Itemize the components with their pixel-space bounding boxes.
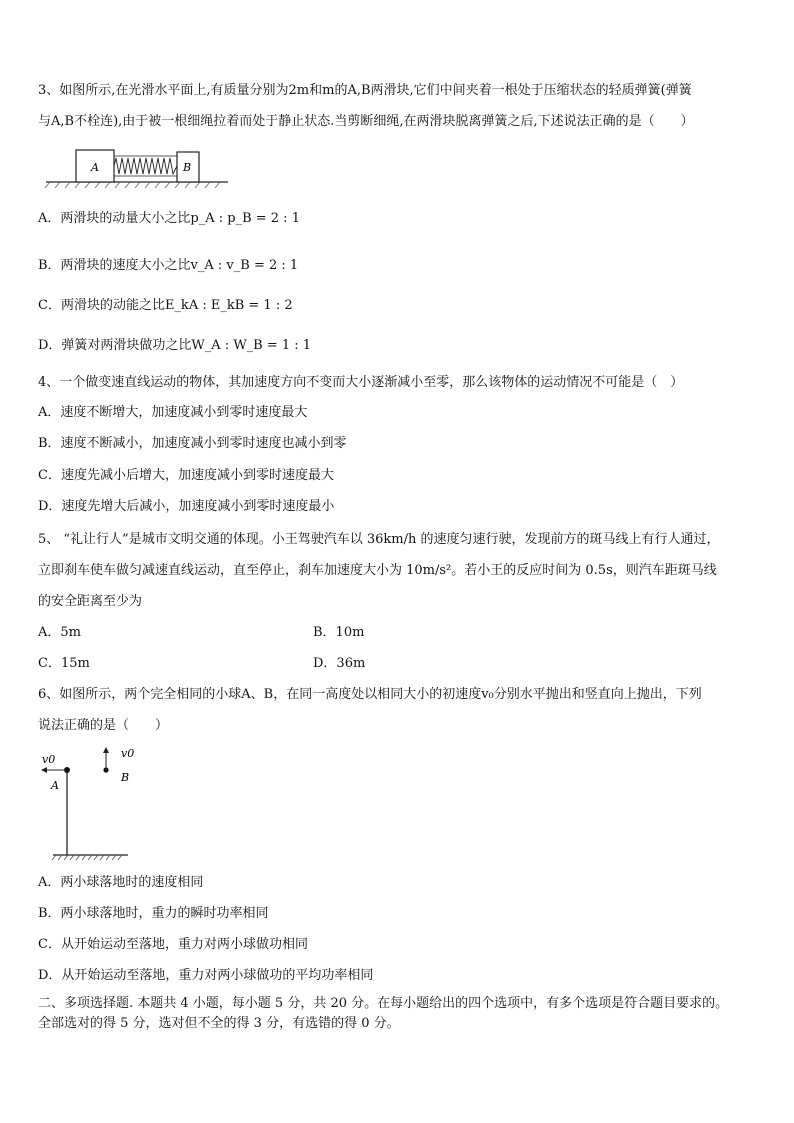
q5-option-d: D．36m [313,656,366,671]
block-a-label: A [91,161,99,174]
q3-stem-line1: 3、如图所示,在光滑水平面上,有质量分别为2m和m的A,B两滑块,它们中间夹着一根处于压缩状态的轻质弹簧(弹簧 [38,83,692,98]
spring [114,158,177,174]
q5-option-b: B．10m [313,625,365,640]
q3-option-b: B．两滑块的速度大小之比v_A : v_B = 2 : 1 [38,258,299,273]
q3-stem-line2: 与A,B不栓连),由于被一根细绳拉着而处于静止状态.当剪断细绳,在两滑块脱离弹簧之后,下述说法正确的是（ ） [38,114,694,129]
q6-stem-line2: 说法正确的是（ ） [38,718,169,733]
q4-option-d: D．速度先增大后减小，加速度减小到零时速度最小 [38,499,335,514]
ball-a-label: A [51,779,59,792]
q5-stem-line3: 的安全距离至少为 [38,594,143,609]
q5-option-a: A．5m [38,625,81,640]
q5-stem-line2: 立即刹车使车做匀减速直线运动，直至停止，刹车加速度大小为 10m/s²。若小王的反应时间为 0.5s，则汽车距斑马线 [38,563,717,578]
q3-option-a: A．两滑块的动量大小之比p_A : p_B = 2 : 1 [38,211,300,226]
q6-option-b: B．两小球落地时，重力的瞬时功率相同 [38,906,269,921]
q3-option-c: C．两滑块的动能之比E_kA : E_kB = 1 : 2 [38,298,293,313]
section2-instructions-line1: 二、多项选择题. 本题共 4 小题，每小题 5 分，共 20 分。在每小题给出的四个选项中，有多个选项是符合题目要求的。 [38,996,729,1011]
q3-figure-spring-blocks [42,140,232,190]
q4-option-a: A．速度不断增大，加速度减小到零时速度最大 [38,405,308,420]
v0-left-label: v0 [42,753,56,766]
q4-stem: 4、一个做变速直线运动的物体，其加速度方向不变而大小逐渐减小至零，那么该物体的运动情况不可能是（ ） [38,375,684,390]
block-b-label: B [183,161,192,174]
q6-stem-line1: 6、如图所示，两个完全相同的小球A、B，在同一高度处以相同大小的初速度v₀分别水平抛出和竖直向上抛出，下列 [38,687,702,702]
q5-option-c: C．15m [38,656,90,671]
q3-option-d: D．弹簧对两滑块做功之比W_A : W_B = 1 : 1 [38,338,312,353]
q6-option-a: A．两小球落地时的速度相同 [38,875,204,890]
q4-option-c: C．速度先减小后增大，加速度减小到零时速度最大 [38,468,334,483]
q4-option-b: B．速度不断减小，加速度减小到零时速度也减小到零 [38,436,347,451]
section2-instructions-line2: 全部选对的得 5 分，选对但不全的得 3 分，有选错的得 0 分。 [38,1016,400,1031]
ball-b-label: B [121,771,130,784]
v0-right-label: v0 [121,747,135,760]
q6-figure-projectiles [38,744,138,864]
q6-option-d: D．从开始运动至落地，重力对两小球做功的平均功率相同 [38,968,374,983]
q5-stem-line1: 5、 “礼让行人”是城市文明交通的体现。小王驾驶汽车以 36km/h 的速度匀速行驶，发现前方的斑马线上有行人通过， [38,532,720,547]
q6-option-c: C．从开始运动至落地，重力对两小球做功相同 [38,937,308,952]
